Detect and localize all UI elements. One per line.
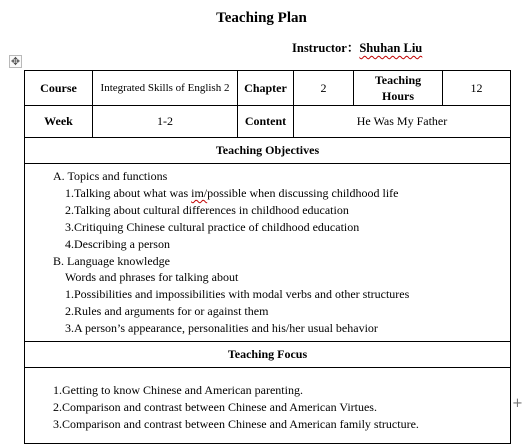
chapter-label: Chapter [238,71,294,106]
list-item: 1.Getting to know Chinese and American parenting. [53,383,303,398]
page-title: Teaching Plan [216,10,307,26]
chapter-value: 2 [294,71,354,106]
objectives-section-a: A. Topics and functions [53,169,168,183]
teaching-hours-value: 12 [443,71,511,106]
week-value: 1-2 [93,106,238,138]
focus-body [25,368,511,444]
teaching-plan-table [24,70,511,444]
table-row-focus-body [25,368,511,444]
focus-heading: Teaching Focus [25,342,511,368]
table-row-objectives-heading [25,138,511,164]
list-item: 4.Describing a person [65,236,170,251]
objectives-section-b: B. Language knowledge [53,253,170,268]
content-value: He Was My Father [294,106,511,138]
list-item: 2.Comparison and contrast between Chinese and American Virtues. [53,400,377,415]
table-row-course [25,71,511,106]
table-row-week [25,106,511,138]
instructor-line [292,38,422,56]
table-row-objectives-body [25,164,511,342]
week-label: Week [25,106,93,138]
teaching-hours-label: Teaching Hours [354,71,443,106]
list-item: 1.Talking about what was im/possible when discussing childhood life [65,185,399,200]
instructor-label: Instructor： [292,41,360,55]
plus-icon: + [512,396,523,411]
course-label: Course [25,71,93,106]
list-item: 2.Talking about cultural differences in childhood education [65,202,349,217]
list-item: 2.Rules and arguments for or against them [65,304,269,319]
table-row-focus-heading [25,342,511,368]
content-label: Content [238,106,294,138]
list-item: 3.Comparison and contrast between Chinese and American family structure. [53,417,419,432]
objectives-b-intro: Words and phrases for talking about [65,270,239,285]
table-move-handle-icon[interactable]: ✥ [10,56,21,68]
objectives-heading: Teaching Objectives [25,138,511,164]
list-item: 3.A person’s appearance, personalities and his/her usual behavior [65,321,378,336]
course-value: Integrated Skills of English 2 [93,71,238,106]
list-item: 1.Possibilities and impossibilities with modal verbs and other structures [65,287,410,302]
objectives-body [25,164,511,342]
instructor-name: Shuhan Liu [359,41,423,55]
list-item: 3.Critiquing Chinese cultural practice of childhood education [65,219,360,234]
